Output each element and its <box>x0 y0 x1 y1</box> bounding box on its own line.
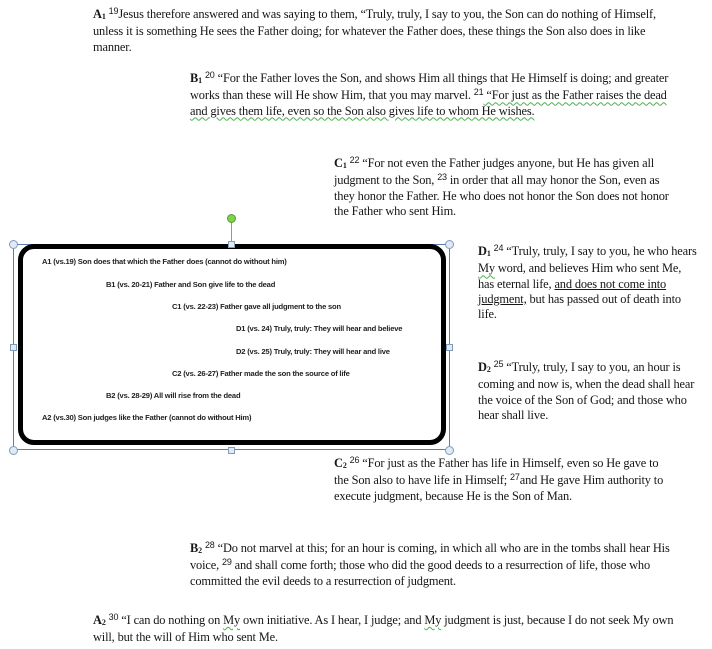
word-grammar-flagged: My <box>223 613 241 627</box>
word-grammar-flagged: My <box>478 261 495 276</box>
verse-number: 21 <box>473 87 484 98</box>
verse-text: “For just as the Father has life in Himself, even so He gave to the Son also to have life in Himself; <box>334 456 659 488</box>
verse-number: 24 <box>493 243 504 253</box>
verse-text: and He gave Him authority to execute judgment, because He is the Son of Man. <box>334 473 664 503</box>
paragraph-d1 <box>478 244 700 322</box>
outline-item-c2: C2 (vs. 26-27) Father made the son the source of life <box>172 369 350 378</box>
paragraph-a1 <box>93 7 673 55</box>
verse-number: 30 <box>108 612 119 622</box>
resize-handle-bottom-right[interactable] <box>445 446 454 455</box>
resize-handle-bottom[interactable] <box>228 447 235 454</box>
paragraph-a2 <box>93 613 678 646</box>
outline-item-d1: D1 (vs. 24) Truly, truly: They will hear and believe <box>236 324 403 333</box>
verse-text: in order that all may honor the Son, even as they honor the Father. He who does not honor the Son does not honor the Father who sent Him. <box>334 173 669 218</box>
verse-number: 20 <box>204 70 215 80</box>
outline-item-b1: B1 (vs. 20-21) Father and Son give life to the dead <box>106 280 276 289</box>
verse-text: but has passed out of death into life. <box>478 291 681 322</box>
resize-handle-top-right[interactable] <box>445 240 454 249</box>
resize-handle-top[interactable] <box>228 241 235 248</box>
verse-text: Jesus therefore answered and was saying to them, “Truly, truly, I say to you, the Son can do nothing of Himself, unless it is something He sees the Father doing; for whatever the Father does, these things the Son also does in like manner. <box>93 7 656 54</box>
resize-handle-top-left[interactable] <box>9 240 18 249</box>
verse-text: “For not even the Father judges anyone, but He has given all judgment to the Son, <box>334 156 655 188</box>
outline-item-b2: B2 (vs. 28-29) All will rise from the dead <box>106 391 241 400</box>
verse-number: 19 <box>108 6 119 16</box>
paragraph-b2 <box>190 541 676 589</box>
verse-text: and shall come forth; those who did the good deeds to a resurrection of life, those who committed the evil deeds to a resurrection of judgment. <box>190 558 651 588</box>
paragraph-c2 <box>334 456 674 504</box>
chiasm-label: $D_2$ <box>478 360 491 374</box>
chiasm-label: $A_1$ <box>93 7 106 21</box>
verse-number: 22 <box>349 155 360 165</box>
chiasm-label: $C_2$ <box>334 456 347 470</box>
rotate-handle[interactable] <box>227 214 236 223</box>
chiasm-label: $C_1$ <box>334 156 347 170</box>
outline-item-d2: D2 (vs. 25) Truly, truly: They will hear and live <box>236 347 390 356</box>
verse-number: 28 <box>204 540 215 550</box>
underlined-text: and does not come into judgment, <box>478 276 667 306</box>
verse-text: “For the Father loves the Son, and shows Him all things that He Himself is doing; and greater works than these will He show Him, that you may marvel. <box>190 71 669 103</box>
chiasm-label: $A_2$ <box>93 613 106 627</box>
verse-text: “I can do nothing on <box>118 613 224 627</box>
paragraph-b1 <box>190 71 676 119</box>
outline-item-a1: A1 (vs.19) Son does that which the Father does (cannot do without him) <box>42 257 287 266</box>
verse-number: 27 <box>510 472 520 483</box>
word-grammar-flagged: My <box>424 613 442 627</box>
resize-handle-left[interactable] <box>10 344 17 351</box>
verse-text: own initiative. As I hear, I judge; and <box>240 613 425 627</box>
verse-number: 23 <box>437 172 447 183</box>
verse-text: “Truly, truly, I say to you, he who hears <box>503 244 697 258</box>
outline-item-a2: A2 (vs.30) Son judges like the Father (cannot do without Him) <box>42 413 252 422</box>
resize-handle-right[interactable] <box>446 344 453 351</box>
chiasm-label: $B_2$ <box>190 541 202 555</box>
verse-text: judgment is just, because I do not seek My own will, but the will of Him who sent Me. <box>93 613 674 645</box>
chiasm-label: $B_1$ <box>190 71 202 85</box>
rotate-handle-stem <box>231 222 232 242</box>
verse-number: 25 <box>493 359 504 369</box>
resize-handle-bottom-left[interactable] <box>9 446 18 455</box>
verse-text: “Truly, truly, I say to you, an hour is coming and now is, when the dead shall hear the voice of the Son of God; and those who hear shall live. <box>478 360 695 422</box>
outline-item-c1: C1 (vs. 22-23) Father gave all judgment to the son <box>172 302 341 311</box>
paragraph-c1 <box>334 156 674 219</box>
verse-text: word, and believes Him who sent Me, has eternal life, <box>478 261 682 291</box>
verse-text-grammar-flagged: “For just as the Father raises the dead and gives them life, even so the Son also gives life to whom He wishes. <box>190 88 667 118</box>
verse-number: 29 <box>221 557 232 568</box>
paragraph-d2 <box>478 360 700 423</box>
verse-text: “Do not marvel at this; for an hour is coming, in which all who are in the tombs shall hear His voice, <box>190 541 670 573</box>
verse-number: 26 <box>349 455 360 465</box>
chiasm-label: $D_1$ <box>478 244 491 258</box>
